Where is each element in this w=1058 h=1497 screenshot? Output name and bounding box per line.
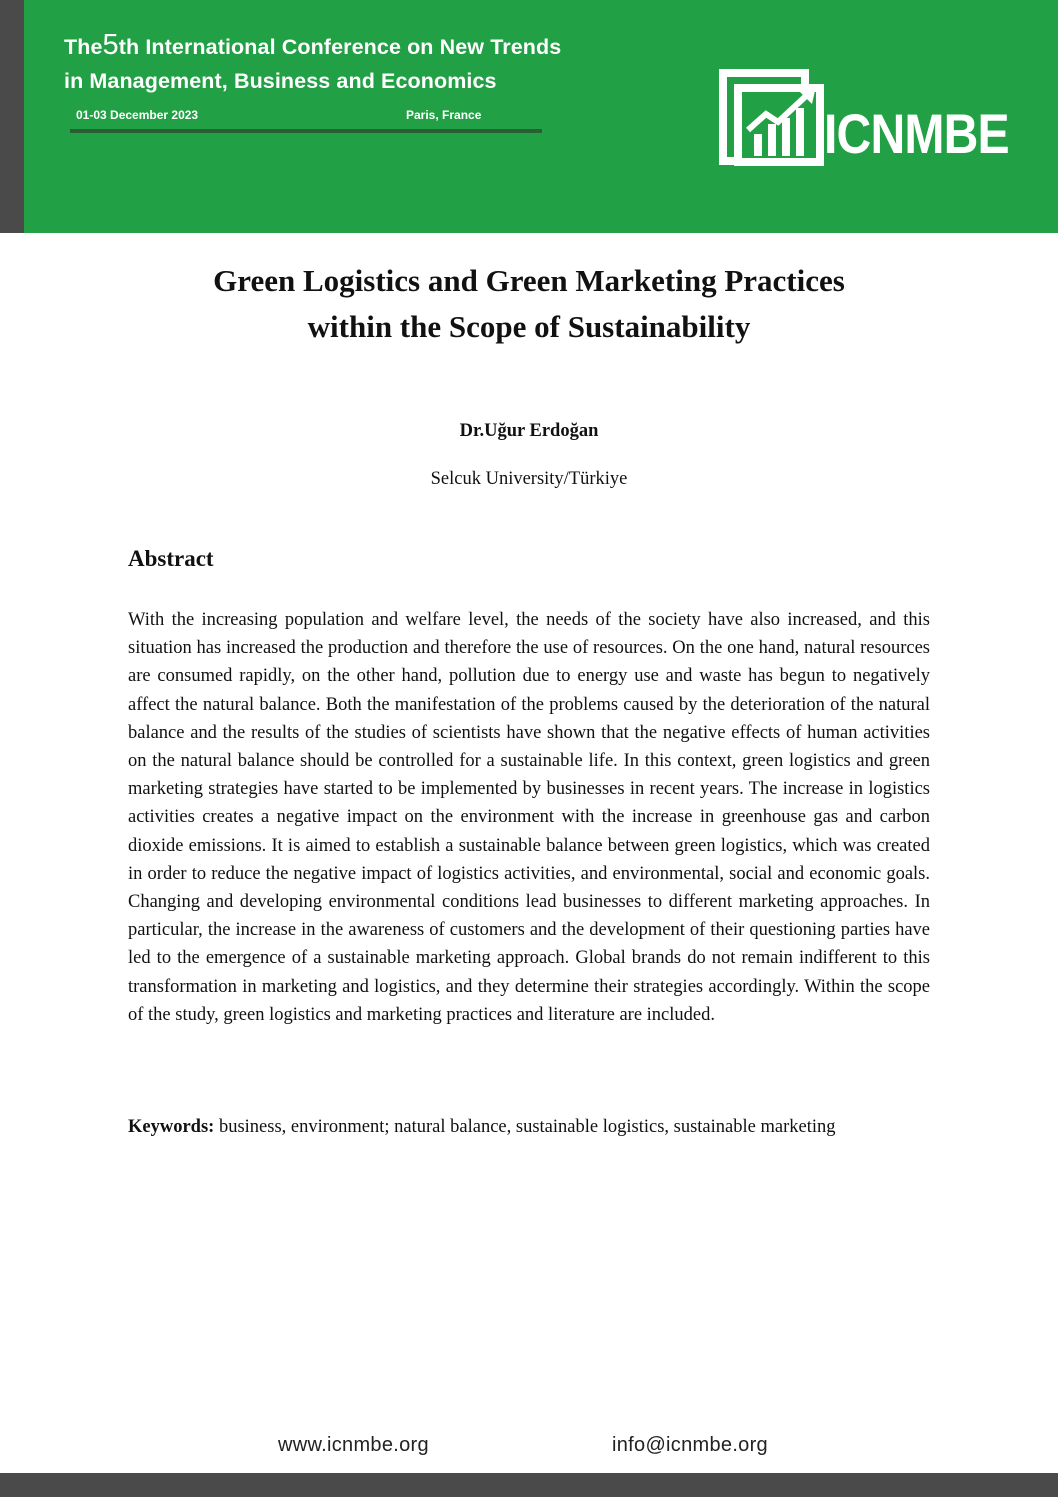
keywords-list: business, environment; natural balance, sustainable logistics, sustainable marketing <box>214 1117 836 1137</box>
conference-title-line2: in Management, Business and Economics <box>64 69 497 93</box>
conference-location: Paris, France <box>406 108 482 122</box>
paper-title-line1: Green Logistics and Green Marketing Practices <box>213 263 845 298</box>
header-divider <box>70 129 542 133</box>
keywords-label: Keywords: <box>128 1117 215 1137</box>
abstract-heading: Abstract <box>128 546 214 571</box>
footer-email-link[interactable]: info@icnmbe.org <box>612 1434 768 1456</box>
keywords <box>128 1113 930 1141</box>
abstract-body: With the increasing population and welfare level, the needs of the society have also increased, and this situation has increased the production and therefore the use of resources. On the one hand, natural resources are consumed rapidly, on the other hand, pollution due to energy use and waste has begun to negatively affect the natural balance. Both the manifestation of the problems caused by the deterioration of the natural balance and the results of the studies of scientists have shown that the negative effects of human activities on the natural balance should be controlled for a sustainable life. In this context, green logistics and green marketing strategies have started to be implemented by businesses in recent years. The increase in logistics activities creates a negative impact on the environment with the increase in greenhouse gas and carbon dioxide emissions. It is aimed to establish a sustainable balance between green logistics, which was created in order to reduce the negative impact of logistics activities, and environmental, social and economic goals. Changing and developing environmental conditions lead businesses to different marketing approaches. In particular, the increase in the awareness of customers and the development of their questioning parties have led to the emergence of a sustainable marketing approach. Global brands do not remain indifferent to this transformation in marketing and logistics, and they determine their strategies accordingly. Within the scope of the study, green logistics and marketing practices and literature are included. <box>128 610 930 1025</box>
banner-edge-stripe <box>0 0 24 233</box>
conference-date: 01-03 December 2023 <box>76 108 199 122</box>
logo-wordmark: ICNMBE <box>824 102 1009 165</box>
conference-title <box>64 28 684 98</box>
author-name: Dr.Uğur Erdoğan <box>459 421 599 441</box>
conference-title-line1: The5th International Conference on New Trends <box>64 29 562 61</box>
conference-banner <box>0 0 1058 233</box>
author-affiliation: Selcuk University/Türkiye <box>430 469 628 489</box>
footer-website-link[interactable]: www.icnmbe.org <box>278 1434 429 1456</box>
paper-title-line2: within the Scope of Sustainability <box>307 309 751 344</box>
paper-title <box>100 258 958 350</box>
footer-bar <box>0 1473 1058 1497</box>
